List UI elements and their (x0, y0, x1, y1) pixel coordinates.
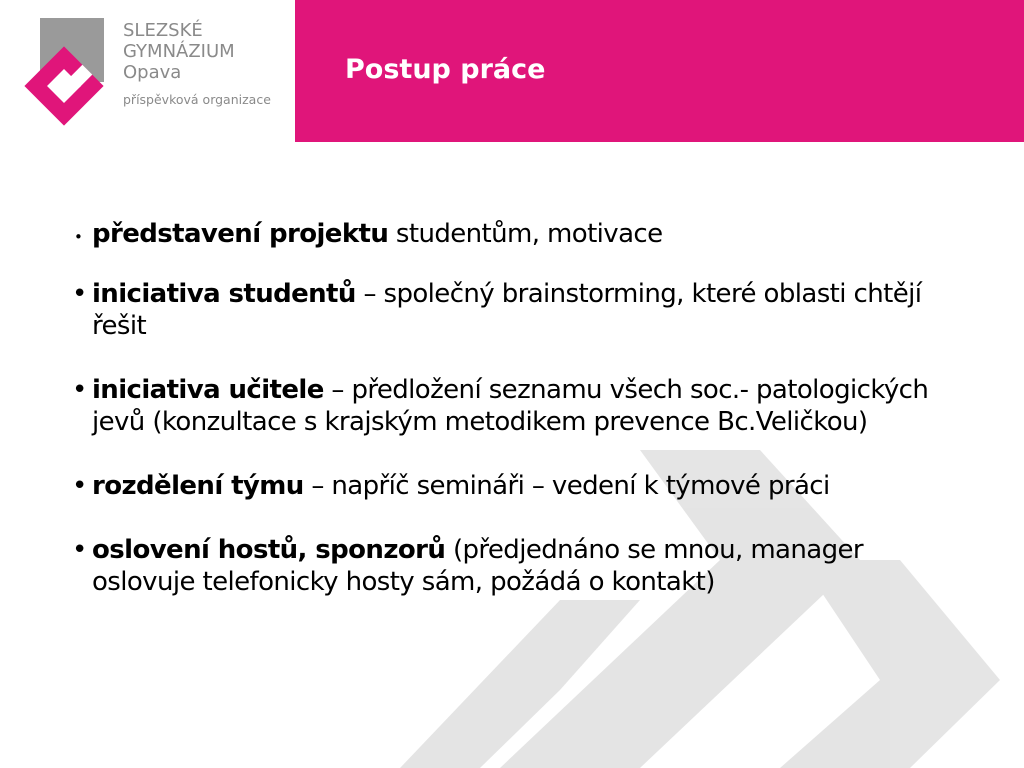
item-text: – napříč semináři – vedení k týmové práci (303, 471, 830, 501)
logo-line-1: SLEZSKÉ (123, 20, 203, 41)
bullet-list (72, 218, 952, 630)
list-item (72, 470, 952, 502)
item-text: (předjednáno se mnou, manager oslovuje telefonicky hosty sám, požádá o kontakt) (92, 535, 863, 597)
item-bold-text: rozdělení týmu (92, 471, 304, 501)
logo-text (123, 20, 271, 108)
bullet-icon: • (72, 535, 87, 565)
logo-line-3: Opava (123, 62, 182, 83)
list-item (72, 278, 952, 342)
item-bold-text: iniciativa studentů (92, 279, 356, 309)
bullet-icon: • (72, 375, 87, 405)
bullet-icon: • (74, 228, 83, 246)
slide-title: Postup práce (345, 54, 546, 85)
list-item (72, 534, 952, 598)
list-item (72, 374, 952, 438)
item-bold-text: iniciativa učitele (92, 375, 324, 405)
item-bold-text: oslovení hostů, sponzorů (92, 535, 446, 565)
bullet-icon: • (72, 279, 87, 309)
logo-subtitle: příspěvková organizace (123, 92, 271, 107)
logo-area (0, 0, 295, 142)
logo-line-2: GYMNÁZIUM (123, 41, 235, 62)
item-text: – předložení seznamu všech soc.- patologických jevů (konzultace s krajským metodikem prevence Bc.Veličkou) (92, 375, 929, 437)
item-bold-text: představení projektu (92, 219, 389, 249)
item-text: – společný brainstorming, které oblasti chtějí řešit (92, 279, 922, 341)
list-item (72, 218, 952, 250)
school-logo-icon (18, 14, 110, 126)
bullet-icon: • (72, 471, 87, 501)
item-text: studentům, motivace (388, 219, 663, 249)
